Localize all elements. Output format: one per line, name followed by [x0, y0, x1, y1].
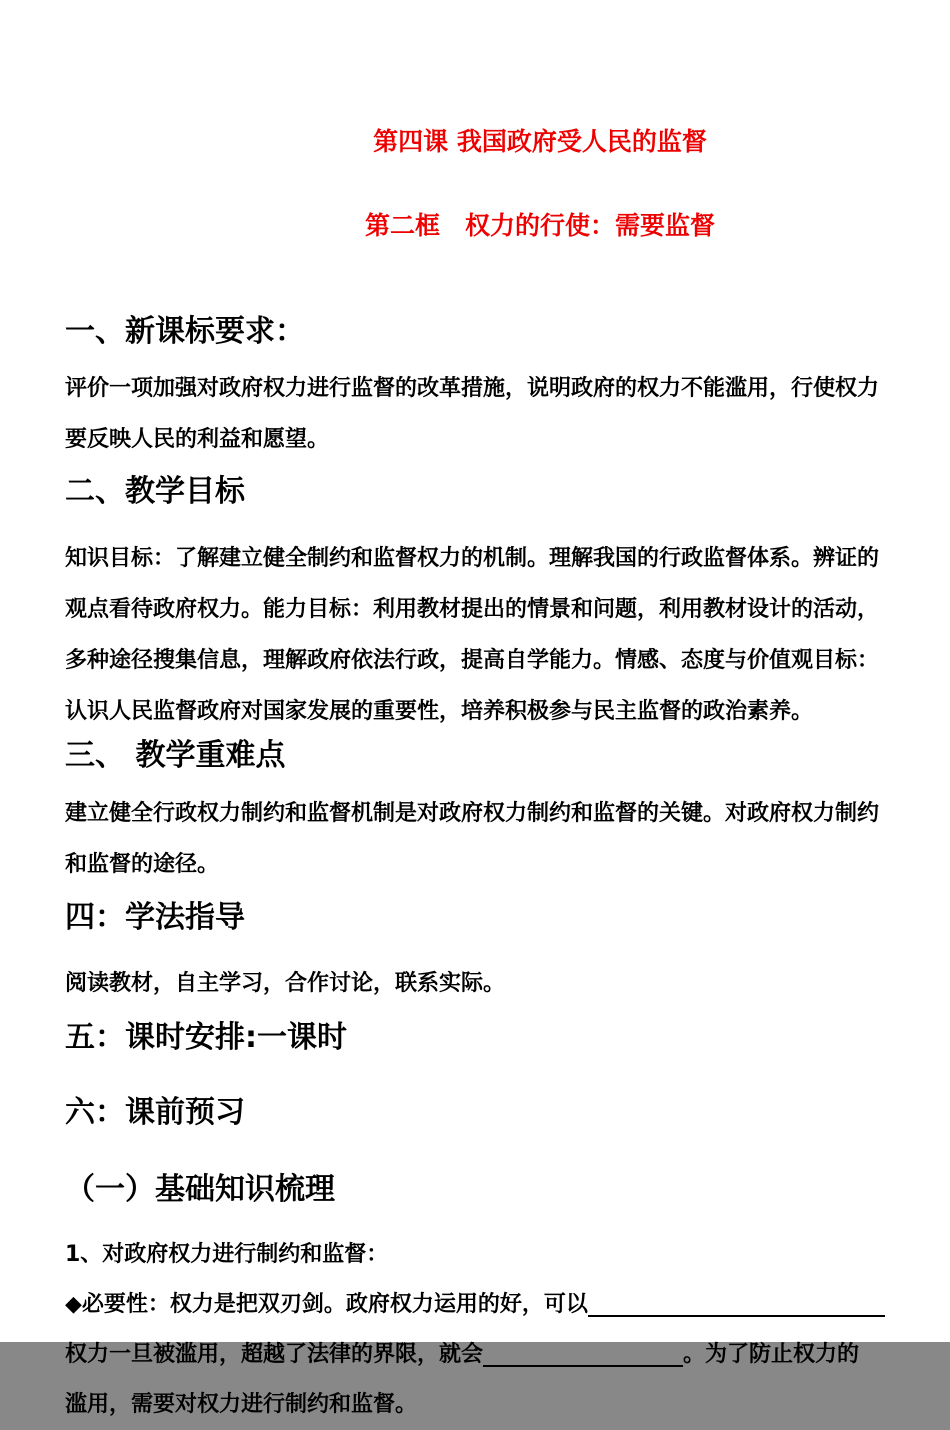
text-line: 要反映人民的利益和愿望。 [65, 427, 330, 452]
para-study-method [65, 958, 885, 1009]
text-line: 知识目标：了解建立健全制约和监督权力的机制。理解我国的行政监督体系。辨证的 [65, 546, 880, 571]
heading-new-curriculum-requirements: 一、新课标要求： [65, 314, 305, 349]
heading-study-method-guidance: 四：学法指导 [65, 900, 245, 935]
heading-teaching-goals: 二、教学目标 [65, 474, 245, 509]
fill-in-line-3: 滥用，需要对权力进行制约和监督。 [65, 1392, 418, 1417]
doc-title-line2: 第二框 权力的行使：需要监督 [364, 211, 715, 240]
fill-in-blank-underline [588, 1315, 885, 1317]
para-key-difficult-points [65, 788, 885, 890]
fill-in-line2-text: 权力一旦被滥用，超越了法律的界限，就会 [65, 1342, 484, 1367]
fill-in-line2-suffix: 。为了防止权力的 [683, 1342, 860, 1367]
doc-title-line1: 第四课 我国政府受人民的监督 [373, 127, 707, 156]
text-line: 评价一项加强对政府权力进行监督的改革措施，说明政府的权力不能滥用，行使权力 [65, 376, 880, 401]
text-line: 阅读教材，自主学习，合作讨论，联系实际。 [65, 971, 506, 996]
text-line: 认识人民监督政府对国家发展的重要性，培养积极参与民主监督的政治素养。 [65, 699, 814, 724]
para-curriculum-requirements [65, 363, 885, 465]
para-teaching-goals [65, 533, 885, 737]
text-line: 多种途径搜集信息，理解政府依法行政，提高自学能力。情感、态度与价值观目标： [65, 648, 880, 673]
heading-class-schedule: 五：课时安排:一课时 [65, 1020, 347, 1055]
fill-in-exercise [65, 1230, 885, 1430]
text-line: 建立健全行政权力制约和监督机制是对政府权力制约和监督的关键。对政府权力制约 [65, 801, 880, 826]
fill-in-line-2 [65, 1330, 885, 1380]
fill-in-line1-text: ◆必要性：权力是把双刃剑。政府权力运用的好，可以 [65, 1292, 588, 1317]
text-line: 观点看待政府权力。能力目标：利用教材提出的情景和问题，利用教材设计的活动， [65, 597, 880, 622]
fill-in-blank-underline [483, 1365, 683, 1367]
doc-title [65, 72, 885, 296]
heading-basic-knowledge-review: （一）基础知识梳理 [65, 1172, 335, 1207]
fill-in-item-label: 1、对政府权力进行制约和监督： [65, 1242, 389, 1267]
heading-key-difficult-points: 三、 教学重难点 [65, 738, 286, 773]
fill-in-line-1 [65, 1280, 885, 1330]
heading-pre-class-preview: 六：课前预习 [65, 1095, 245, 1130]
text-line: 和监督的途径。 [65, 852, 220, 877]
